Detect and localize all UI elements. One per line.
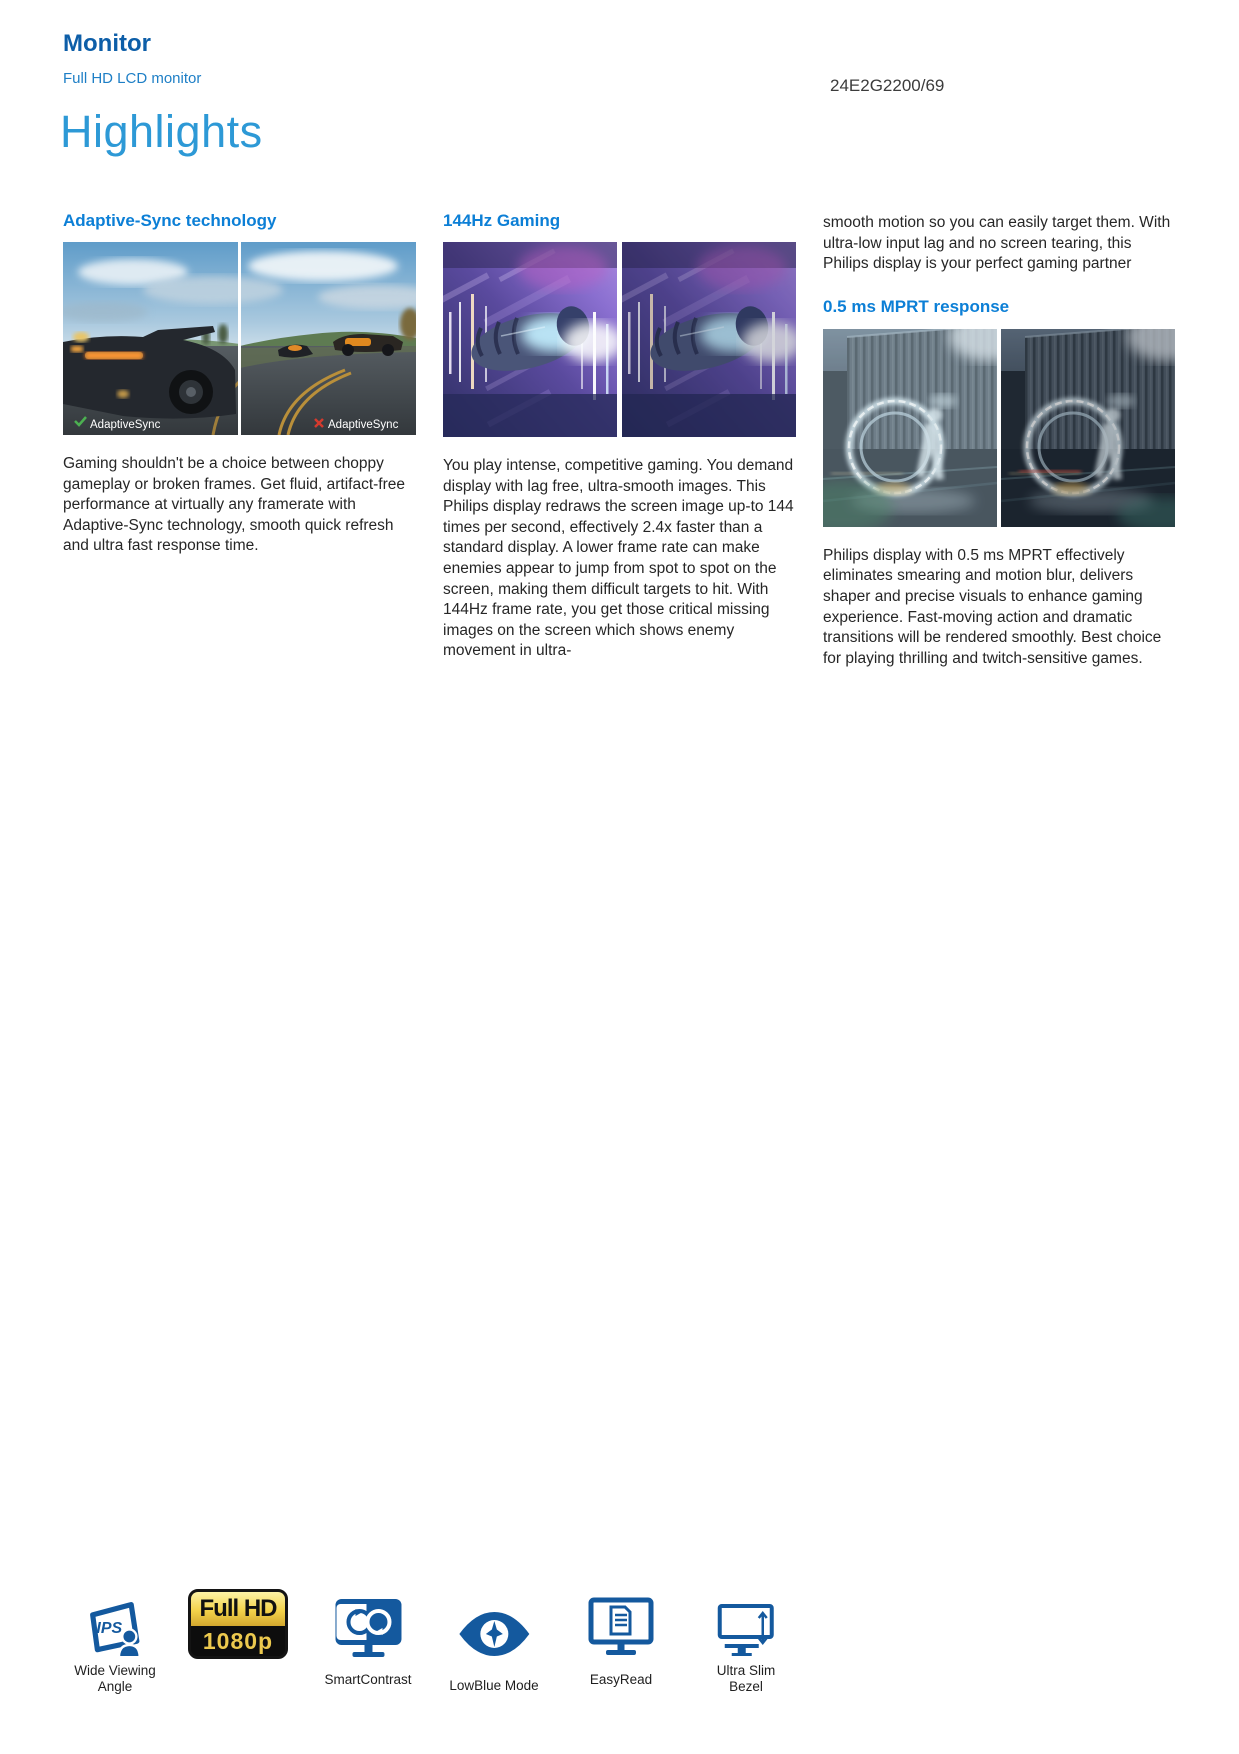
image-divider — [238, 242, 241, 435]
feature-easyread — [588, 1591, 654, 1688]
adaptivesync-off-label: AdaptiveSync — [328, 419, 399, 431]
full-hd-badge — [188, 1591, 288, 1659]
ultra-slim-bezel-icon — [717, 1591, 775, 1659]
feature-wide-viewing-angle — [74, 1591, 156, 1695]
column-144hz-gaming — [443, 211, 796, 669]
feature-badges-row — [0, 1591, 1239, 1711]
ips-icon — [84, 1591, 146, 1659]
adaptive-sync-heading: Adaptive-Sync technology — [63, 211, 277, 230]
gaming-144hz-continuation: smooth motion so you can easily target them. With ultra-low input lag and no screen tearing, this Philips display is your perfect gaming partner — [823, 214, 1171, 273]
full-hd-text: Full HD — [191, 1592, 285, 1626]
section-title-highlights: Highlights — [60, 106, 263, 157]
highlights-columns — [63, 211, 1176, 669]
feature-label: Ultra Slim Bezel — [716, 1663, 776, 1694]
svg-text:IPS: IPS — [96, 1619, 122, 1637]
feature-full-hd — [188, 1591, 288, 1663]
smartcontrast-icon — [333, 1591, 403, 1659]
racing-cars-comparison-image — [63, 242, 416, 435]
mprt-heading: 0.5 ms MPRT response — [823, 296, 1010, 316]
sci-fi-engine-comparison-image — [443, 242, 796, 437]
column-adaptive-sync — [63, 211, 416, 669]
gaming-144hz-heading: 144Hz Gaming — [443, 211, 561, 230]
mprt-image — [823, 329, 1176, 527]
feature-label: LowBlue Mode — [449, 1678, 539, 1693]
gaming-144hz-body: You play intense, competitive gaming. You demand display with lag free, ultra-smooth images. This Philips display redraws the screen image up-to 144 times per second, effectively 2.4x faster than a standard display. A lower frame rate can make enemies appear to jump from spot to spot on the screen, making them difficult targets to hit. With 144Hz frame rate, you get those critical missing images on the screen which shows enemy movement in ultra- — [443, 457, 794, 660]
image-divider — [997, 329, 1001, 527]
lowblue-mode-icon — [456, 1591, 532, 1665]
feature-lowblue-mode — [449, 1591, 538, 1694]
gaming-144hz-image — [443, 242, 796, 437]
adaptive-sync-image — [63, 242, 416, 435]
motion-blur-comparison-image — [823, 329, 1176, 527]
resolution-text: 1080p — [191, 1626, 285, 1656]
feature-smartcontrast — [324, 1591, 411, 1688]
feature-label: EasyRead — [589, 1672, 653, 1687]
page-title: Monitor — [63, 30, 151, 57]
product-subtitle: Full HD LCD monitor — [63, 70, 202, 87]
feature-ultra-slim-bezel — [717, 1591, 776, 1695]
feature-label: SmartContrast — [324, 1672, 412, 1687]
product-code: 24E2G2200/69 — [830, 76, 945, 95]
column-mprt — [823, 211, 1176, 669]
mprt-body: Philips display with 0.5 ms MPRT effectively eliminates smearing and motion blur, delivers shaper and precise visuals to enhance gaming experience. Fast-moving action and dramatic transitions will be rendered smoothly. Best choice for playing thrilling and twitch-sensitive games. — [823, 546, 1162, 667]
adaptive-sync-body: Gaming shouldn't be a choice between choppy gameplay or broken frames. Get fluid, artifact-free performance at virtually any framerate with Adaptive-Sync technology, smooth quick refresh and ultra fast response time. — [63, 455, 406, 555]
feature-label: Wide Viewing Angle — [74, 1663, 156, 1694]
image-divider — [617, 242, 622, 437]
easyread-icon — [588, 1591, 654, 1659]
adaptivesync-on-label: AdaptiveSync — [90, 419, 161, 431]
